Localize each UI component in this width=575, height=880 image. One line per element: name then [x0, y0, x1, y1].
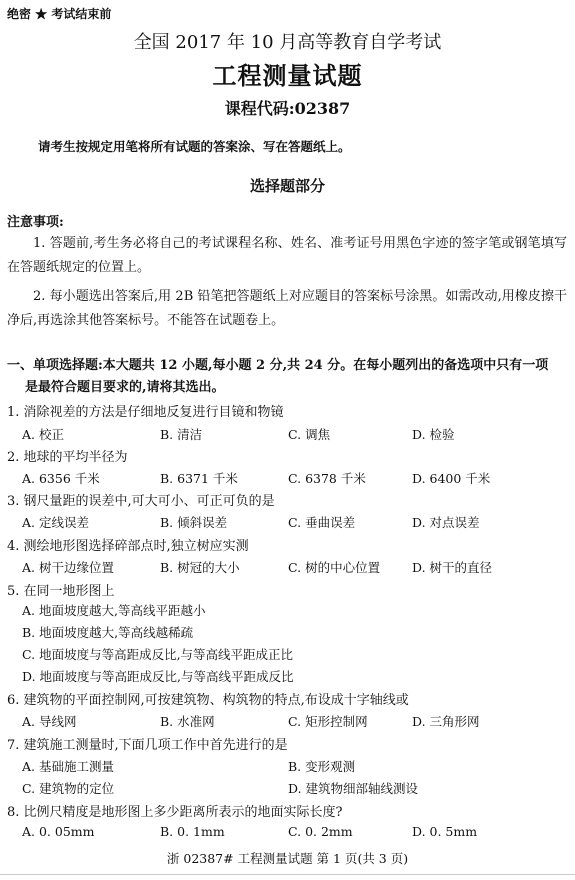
confidential-mark: 绝密 ★ 考试结束前 — [7, 7, 112, 21]
course-code: 课程代码:02387 — [224, 99, 351, 118]
question-5-option-c: C. 地面坡度与等高距成反比,与等高线平距成正比 — [22, 647, 294, 662]
question-4-option-a: A. 树干边缘位置 — [22, 560, 114, 575]
part-one-heading-line1: 一、单项选择题:本大题共 12 小题,每小题 2 分,共 24 分。在每小题列出的备选项中只有一项 — [7, 358, 549, 373]
question-8-stem: 8. 比例尺精度是地形图上多少距离所表示的地面实际长度? — [7, 805, 343, 820]
question-7-stem: 7. 建筑施工测量时,下面几项工作中首先进行的是 — [7, 738, 288, 753]
question-4-option-c: C. 树的中心位置 — [288, 560, 381, 575]
note-item-2: 2. 每小题选出答案后,用 2B 铅笔把答题纸上对应题目的答案标号涂黑。如需改动,用橡皮擦干净后,再选涂其他答案标号。不能答在试题卷上。 — [7, 289, 567, 328]
page-footer: 浙 02387# 工程测量试题 第 1 页(共 3 页) — [166, 851, 409, 866]
question-6-option-d: D. 三角形网 — [412, 714, 480, 729]
question-1-option-a: A. 校正 — [22, 427, 64, 442]
question-5-option-b: B. 地面坡度越大,等高线越稀疏 — [22, 625, 194, 640]
question-3-option-b: B. 倾斜误差 — [160, 515, 228, 530]
question-3-stem: 3. 钢尺量距的误差中,可大可小、可正可负的是 — [7, 494, 275, 509]
exam-name: 全国 2017 年 10 月高等教育自学考试 — [133, 32, 442, 53]
question-6-option-c: C. 矩形控制网 — [288, 714, 368, 729]
paper-title: 工程测量试题 — [212, 61, 363, 90]
question-8-option-d: D. 0. 5mm — [412, 824, 478, 839]
question-4-stem: 4. 测绘地形图选择碎部点时,独立树应实测 — [7, 539, 249, 554]
question-3-option-a: A. 定线误差 — [22, 515, 89, 530]
answer-instruction: 请考生按规定用笔将所有试题的答案涂、写在答题纸上。 — [38, 139, 351, 154]
question-8-option-c: C. 0. 2mm — [288, 824, 353, 839]
question-2-option-d: D. 6400 千米 — [412, 471, 491, 486]
note-item-1: 1. 答题前,考生务必将自己的考试课程名称、姓名、准考证号用黑色字迹的签字笔或钢笔填写在答题纸规定的位置上。 — [7, 236, 567, 275]
part-one-heading-line2: 是最符合题目要求的,请将其选出。 — [25, 380, 225, 395]
question-2-stem: 2. 地球的平均半径为 — [7, 450, 128, 465]
question-6-option-b: B. 水准网 — [160, 714, 215, 729]
question-1-option-d: D. 检验 — [412, 427, 455, 442]
question-2-option-b: B. 6371 千米 — [160, 471, 238, 486]
question-7-option-b: B. 变形观测 — [288, 759, 356, 774]
question-5-option-d: D. 地面坡度与等高距成反比,与等高线平距成反比 — [22, 669, 294, 684]
notes-heading: 注意事项: — [7, 215, 64, 230]
question-6-stem: 6. 建筑物的平面控制网,可按建筑物、构筑物的特点,布设成十字轴线或 — [7, 693, 409, 708]
question-8-option-b: B. 0. 1mm — [160, 824, 225, 839]
section-title: 选择题部分 — [249, 177, 325, 195]
question-4-option-b: B. 树冠的大小 — [160, 560, 240, 575]
question-3-option-c: C. 垂曲误差 — [288, 515, 356, 530]
question-5-stem: 5. 在同一地形图上 — [7, 584, 115, 599]
question-2-option-c: C. 6378 千米 — [288, 471, 366, 486]
question-7-option-a: A. 基础施工测量 — [22, 759, 114, 774]
question-1-option-b: B. 清洁 — [160, 427, 203, 442]
question-8-option-a: A. 0. 05mm — [22, 824, 95, 839]
question-4-option-d: D. 树干的直径 — [412, 560, 493, 575]
question-7-option-c: C. 建筑物的定位 — [22, 781, 115, 796]
question-2-option-a: A. 6356 千米 — [22, 471, 100, 486]
question-3-option-d: D. 对点误差 — [412, 515, 480, 530]
question-6-option-a: A. 导线网 — [22, 714, 77, 729]
question-7-option-d: D. 建筑物细部轴线测设 — [288, 781, 419, 796]
question-1-option-c: C. 调焦 — [288, 427, 331, 442]
question-5-option-a: A. 地面坡度越大,等高线平距越小 — [22, 603, 206, 618]
bottom-divider — [0, 874, 575, 875]
question-1-stem: 1. 消除视差的方法是仔细地反复进行目镜和物镜 — [7, 405, 284, 420]
part-one-heading — [7, 355, 569, 399]
